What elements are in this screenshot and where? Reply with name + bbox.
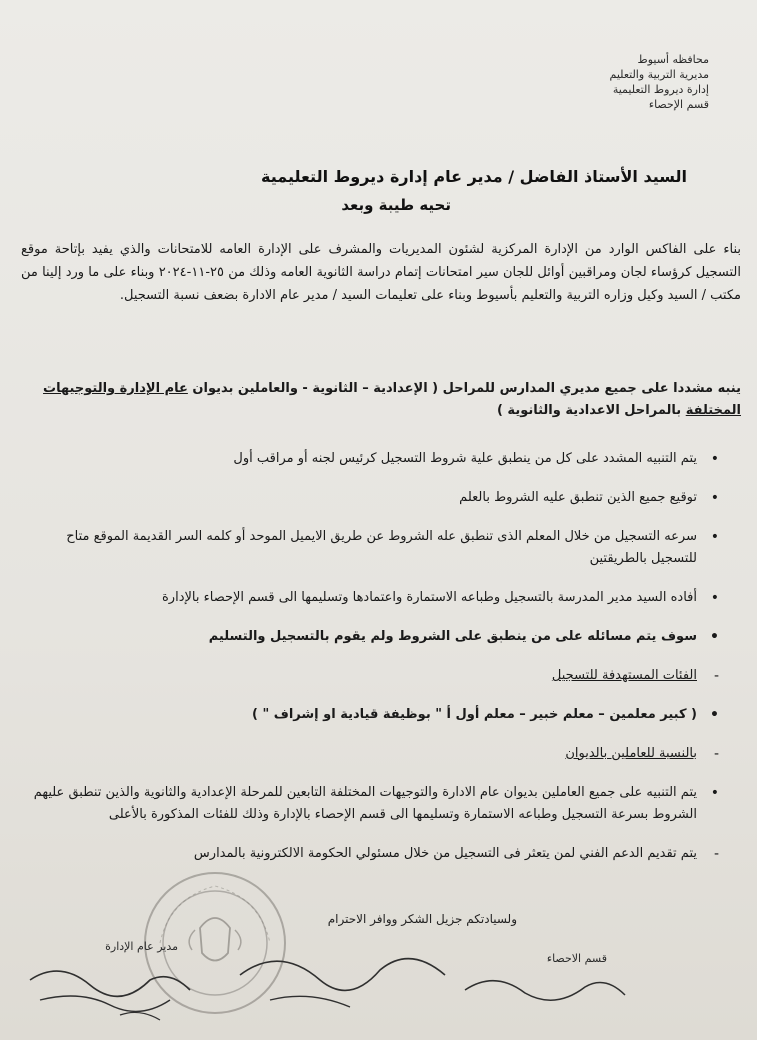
signature-left-label: مدير عام الإدارة [105,940,178,953]
header-administration: إدارة ديروط التعليمية [612,83,709,96]
letterhead [509,52,709,112]
list-item: • يتم التنبيه على جميع العاملين بديوان عام الادارة والتوجيهات المختلفة التابعين للمرحلة الإعدادية والثانوية والذين تنطبق عليهم الشروط بسرعة التسجيل وطباعه الاستمارة وتسليمها الى قسم الإحصاء بالإدارة وذلك للفئات المذكورة بالأعلى [33,782,723,826]
list-item: • سوف يتم مسائله على من ينطبق على الشروط ولم يقوم بالتسجيل والتسليم [33,626,723,648]
notice-part-1: ينبه مشددا على جميع مديري المدارس للمراحل ( الإعدادية – الثانوية - والعاملين بديوان [192,381,741,396]
list-item: • يتم التنبيه المشدد على كل من ينطبق علية شروط التسجيل كرئيس لجنه أو مراقب أول [33,448,723,470]
handwritten-signature-right-icon [455,965,635,1015]
list-item: • سرعه التسجيل من خلال المعلم الذى تنطبق عله الشروط عن طريق الايميل الموحد أو كلمه السر القديمة الموقع متاح للتسجيل بالطريقتين [33,526,723,570]
dash-icon: - [713,746,719,762]
instructions-list [33,448,723,865]
section-heading-target-groups: - الفئات المستهدفة للتسجيل [33,665,723,687]
header-governorate: محافظه أسيوط [637,53,709,66]
signature-right-label: قسم الاحصاء [546,952,607,965]
list-item: • توقيع جميع الذين تنطبق عليه الشروط بالعلم [33,487,723,509]
closing-line: ولسيادتكم جزيل الشكر ووافر الاحترام [327,912,517,926]
section-heading-office-staff: - بالنسبة للعاملين بالديوان [33,743,723,765]
notice-paragraph [21,378,741,422]
bullet-icon: • [710,529,719,545]
bullet-icon: • [710,629,719,645]
header-department: قسم الإحصاء [648,98,709,111]
salutation: السيد الأستاذ الفاضل / مدير عام إدارة ديروط التعليمية [260,167,687,186]
header-directorate: مديرية التربية والتعليم [609,68,709,81]
notice-part-3: بالمراحل الاعدادية والثانوية ) [496,403,682,418]
bullet-icon: • [710,490,719,506]
body-paragraph: بناء على الفاكس الوارد من الإدارة المركزية لشئون المديريات والمشرف على الإدارة العامه للامتحانات والذي يفيد بإتاحة موقع التسجيل كرؤساء لجان ومراقبين أوائل للجان سير امتحانات إتمام دراسة الثانوية العامه وذلك من ٢٥-١١-٢٠٢٤ وبناء على ما ورد إلينا من مكتب / السيد وكيل وزاره التربية والتعليم بأسيوط وبناء على تعليمات السيد / مدير عام الادارة بضعف نسبة التسجيل. [21,242,741,303]
notice-part-2: عام الإدارة والتوجيهات المختلفة [43,381,741,418]
greeting: تحيه طيبة وبعد [341,196,451,214]
handwritten-signature-middle-icon [230,935,460,1025]
bullet-icon: • [710,451,719,467]
bullet-icon: • [710,590,719,606]
dash-icon: - [713,846,719,862]
target-groups-text: • ( كبير معلمين – معلم خبير – معلم أول أ " بوظيفة قيادية او إشراف " ) [33,704,723,726]
dash-icon: - [713,668,719,684]
handwritten-signature-left-icon [20,950,220,1030]
bullet-icon: • [710,785,719,801]
list-item: • أفاده السيد مدير المدرسة بالتسجيل وطباعه الاستمارة واعتمادها وتسليمها الى قسم الإحصاء بالإدارة [33,587,723,609]
bullet-icon: • [710,707,719,723]
list-item: - يتم تقديم الدعم الفني لمن يتعثر فى التسجيل من خلال مسئولي الحكومة الالكترونية بالمدارس [33,843,723,865]
